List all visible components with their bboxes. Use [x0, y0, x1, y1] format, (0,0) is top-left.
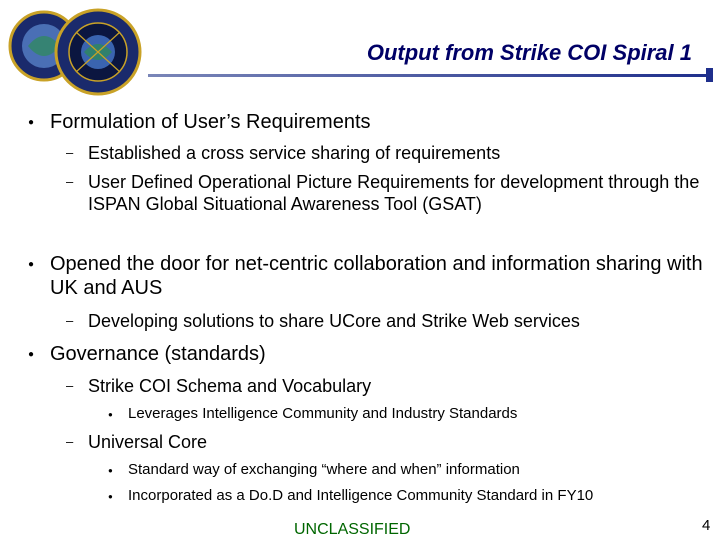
bullet-text: Governance (standards)	[50, 343, 266, 365]
dash-icon: –	[66, 145, 74, 160]
command-seals-logo	[6, 6, 146, 98]
sub-bullet-text: Established a cross service sharing of requirements	[88, 143, 501, 163]
sub-bullet-text: Developing solutions to share UCore and Strike Web services	[88, 311, 580, 331]
title-underline-cap	[706, 68, 713, 82]
sub-sub-bullet-text: Incorporated as a Do.D and Intelligence Community Standard in FY10	[128, 487, 594, 504]
title-underline	[148, 74, 710, 77]
bullet-dot-icon: ●	[28, 117, 35, 128]
sub-sub-bullet-text: Leverages Intelligence Community and Industry Standards	[128, 405, 518, 422]
dash-icon: –	[66, 313, 74, 328]
classification-footer: UNCLASSIFIED	[294, 521, 411, 538]
sub-sub-bullet-text: Standard way of exchanging “where and when” information	[128, 461, 520, 478]
dash-icon: –	[66, 378, 74, 393]
bullet-text: Formulation of User’s Requirements	[50, 111, 371, 133]
sub-bullet-text: Universal Core	[88, 432, 208, 452]
bullet-dot-icon: ●	[108, 410, 113, 419]
bullet-text: Opened the door for net-centric collaboration and information sharing with UK and AUS	[50, 253, 703, 299]
dash-icon: –	[66, 434, 74, 449]
slide-title: Output from Strike COI Spiral 1	[366, 40, 692, 65]
page-number: 4	[702, 517, 711, 534]
sub-bullet-text: Strike COI Schema and Vocabulary	[88, 376, 372, 396]
bullet-dot-icon: ●	[108, 466, 113, 475]
bullet-dot-icon: ●	[28, 349, 35, 360]
dash-icon: –	[66, 174, 74, 189]
bullet-dot-icon: ●	[108, 492, 113, 501]
sub-bullet-text: User Defined Operational Picture Requirements for development through the ISPAN Global Situational Awareness Tool (GSAT)	[88, 172, 700, 214]
bullet-dot-icon: ●	[28, 259, 35, 270]
